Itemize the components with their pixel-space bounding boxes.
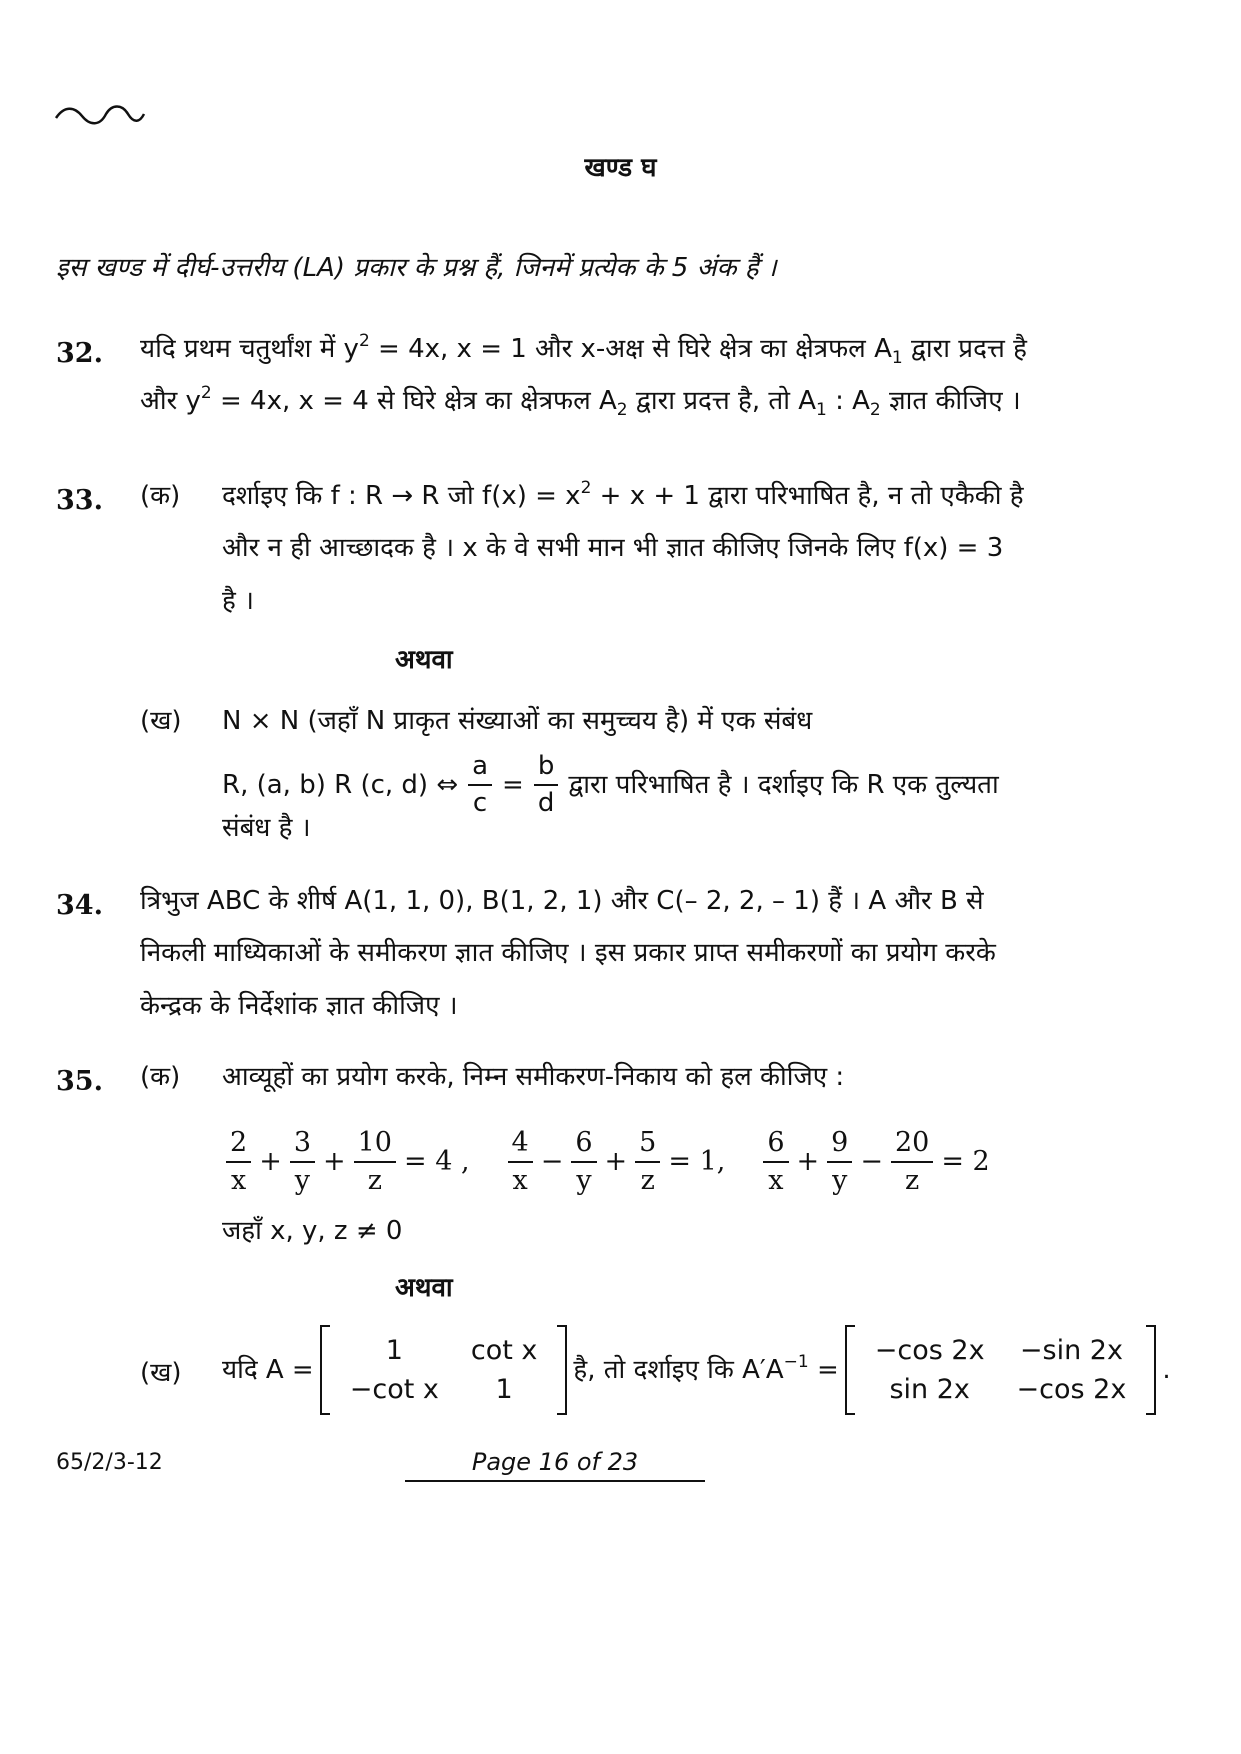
question-text: संबंध है । bbox=[222, 813, 311, 843]
question-text: R, (a, b) R (c, d) ⇔ $\frac{a}{c}$ = $\frac{b}{d}$ द्वारा परिभाषित है । दर्शाइए कि R एक तुल्यता bbox=[222, 751, 999, 818]
equation bbox=[759, 1128, 993, 1195]
or-divider: अथवा bbox=[395, 1273, 453, 1303]
fraction: $\frac{3}{y}$ bbox=[290, 1128, 315, 1195]
matrix-cell: 1 bbox=[385, 1335, 403, 1366]
question-text: आव्यूहों का प्रयोग करके, निम्न समीकरण-निकाय को हल कीजिए : bbox=[222, 1062, 845, 1092]
matrix-cell: sin 2x bbox=[889, 1374, 970, 1405]
fraction: $\frac{9}{y}$ bbox=[827, 1128, 852, 1195]
question-text: और $y^2 = 4x$, x = 4 से घिरे क्षेत्र का क्षेत्रफल $A_2$ द्वारा प्रदत्त है, तो $A_1$ : $A_2$ ज्ञात कीजिए । bbox=[140, 383, 1021, 420]
matrix-cell: cot x bbox=[470, 1335, 538, 1366]
equation-system bbox=[222, 1128, 994, 1195]
matrix-a bbox=[320, 1325, 568, 1415]
question-text: जहाँ x, y, z ≠ 0 bbox=[222, 1216, 403, 1246]
operator: − bbox=[540, 1146, 564, 1178]
matrix-cell: −cos 2x bbox=[1016, 1374, 1127, 1405]
operator: − bbox=[860, 1146, 883, 1178]
operator: = 4 , bbox=[403, 1146, 470, 1178]
fraction: $\frac{10}{z}$ bbox=[354, 1128, 396, 1195]
matrix-cell: −cot x bbox=[349, 1374, 439, 1405]
question-text: N × N (जहाँ N प्राकृत संख्याओं का समुच्चय है) में एक संबंध bbox=[222, 706, 813, 736]
question-text: है । bbox=[222, 586, 254, 616]
footer-rule bbox=[405, 1480, 705, 1482]
section-intro: इस खण्ड में दीर्घ-उत्तरीय (LA) प्रकार के प्रश्न हैं, जिनमें प्रत्येक के 5 अंक हैं । bbox=[56, 253, 777, 283]
question-text: और न ही आच्छादक है । x के वे सभी मान भी ज्ञात कीजिए जिनके लिए f(x) = 3 bbox=[222, 533, 1004, 563]
operator: = 1, bbox=[668, 1146, 726, 1178]
operator: + bbox=[323, 1146, 346, 1178]
page-number: Page 16 of 23 bbox=[471, 1448, 639, 1476]
fraction: $\frac{6}{x}$ bbox=[763, 1128, 788, 1195]
matrix-cell: −cos 2x bbox=[874, 1335, 985, 1366]
matrix-cell: 1 bbox=[495, 1374, 513, 1405]
operator: = 2 bbox=[941, 1146, 990, 1178]
fraction: $\frac{4}{x}$ bbox=[508, 1128, 533, 1195]
equation bbox=[222, 1128, 474, 1195]
question-number: 33. bbox=[56, 485, 103, 516]
part-label: (ख) bbox=[140, 706, 182, 736]
question-number: 34. bbox=[56, 890, 103, 921]
wave-ornament bbox=[54, 102, 146, 128]
question-number: 32. bbox=[56, 338, 103, 369]
matrix-a-transpose-inverse bbox=[845, 1325, 1157, 1415]
question-text: यदि प्रथम चतुर्थांश में $y^2 = 4x$, x = 1 और x-अक्ष से घिरे क्षेत्र का क्षेत्रफल $A_1$ द्वारा प्रदत्त है bbox=[140, 331, 1027, 368]
fraction: $\frac{20}{z}$ bbox=[891, 1128, 933, 1195]
fraction: $\frac{5}{z}$ bbox=[635, 1128, 660, 1195]
question-text: त्रिभुज ABC के शीर्ष A(1, 1, 0), B(1, 2, 1) और C(– 2, 2, – 1) हैं । A और B से bbox=[140, 886, 984, 916]
question-number: 35. bbox=[56, 1066, 103, 1097]
fraction: $\frac{6}{y}$ bbox=[571, 1128, 596, 1195]
or-divider: अथवा bbox=[395, 645, 453, 675]
question-text: केन्द्रक के निर्देशांक ज्ञात कीजिए । bbox=[140, 991, 458, 1021]
question-text: निकली माध्यिकाओं के समीकरण ज्ञात कीजिए । इस प्रकार प्राप्त समीकरणों का प्रयोग करके bbox=[140, 938, 996, 968]
part-label: (क) bbox=[140, 1062, 181, 1092]
fraction: $\frac{b}{d}$ bbox=[534, 752, 559, 817]
section-title: खण्ड घ bbox=[584, 153, 657, 183]
matrix-cell: −sin 2x bbox=[1019, 1335, 1123, 1366]
fraction: $\frac{2}{x}$ bbox=[226, 1128, 251, 1195]
fraction: $\frac{a}{c}$ bbox=[468, 752, 492, 817]
operator: + bbox=[259, 1146, 282, 1178]
part-label: (ख) bbox=[140, 1358, 182, 1388]
question-text: दर्शाइए कि f : R → R जो $f(x) = x^2 + x + 1$ द्वारा परिभाषित है, न तो एकैकी है bbox=[222, 478, 1024, 511]
operator: + bbox=[604, 1146, 628, 1178]
part-label: (क) bbox=[140, 481, 181, 511]
question-text: यदि A = 1 cot x −cot x 1 है, तो दर्शाइए कि $A'A^{-1}$ = −cos 2x −sin 2x sin 2x −cos 2x . bbox=[222, 1325, 1171, 1415]
paper-code: 65/2/3-12 bbox=[56, 1450, 163, 1475]
equation bbox=[504, 1128, 730, 1195]
operator: + bbox=[796, 1146, 820, 1178]
